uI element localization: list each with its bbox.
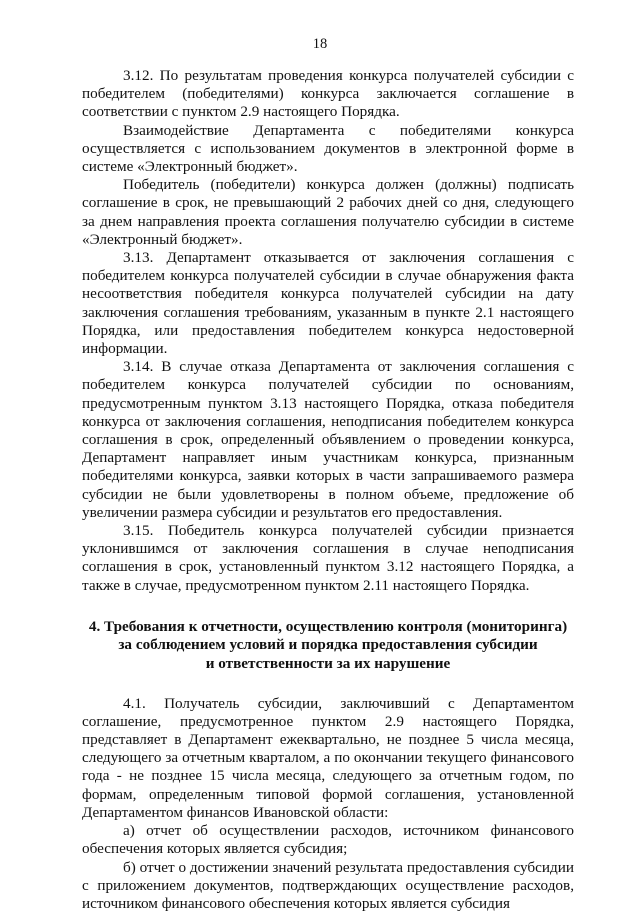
paragraph-3-15: 3.15. Победитель конкурса получателей субсидии признается уклонившимся от заключения соглашения в случае неподписания соглашения в срок, установленный пунктом 3.12 настоящего Порядка, а также в случае, предусмотренном пунктом 2.11 настоящего Порядка. (82, 522, 574, 595)
document-body (82, 67, 574, 913)
section-heading-line-1: 4. Требования к отчетности, осуществлению контроля (мониторинга) (82, 618, 574, 637)
paragraph-item-b: б) отчет о достижении значений результата предоставления субсидии с приложением документов, подтверждающих осуществление расходов, источником финансового обеспечения которых является субсидия (82, 859, 574, 913)
paragraph-3-12: 3.12. По результатам проведения конкурса получателей субсидии с победителем (победителями) конкурса заключается соглашение в соответствии с пунктом 2.9 настоящего Порядка. (82, 67, 574, 122)
section-heading-line-2: за соблюдением условий и порядка предоставления субсидии (82, 636, 574, 655)
paragraph-signing-deadline: Победитель (победители) конкурса должен (должны) подписать соглашение в срок, не превышающий 2 рабочих дней со дня, следующего за днем направления проекта соглашения получателю субсидии в системе «Электронный бюджет». (82, 176, 574, 249)
paragraph-interaction: Взаимодействие Департамента с победителями конкурса осуществляется с использованием документов в электронной форме в системе «Электронный бюджет». (82, 122, 574, 177)
paragraph-4-1: 4.1. Получатель субсидии, заключивший с Департаментом соглашение, предусмотренное пунктом 2.9 настоящего Порядка, представляет в Департамент ежеквартально, не позднее 5 числа месяца, следующего за отчетным кварталом, а по окончании текущего финансового года - не позднее 15 числа месяца, следующего за отчетным годом, по формам, определенным типовой формой соглашения, установленной Департаментом финансов Ивановской области: (82, 695, 574, 822)
page-number: 18 (0, 36, 640, 53)
paragraph-3-14: 3.14. В случае отказа Департамента от заключения соглашения с победителем конкурса получателей субсидии по основаниям, предусмотренным пунктом 3.13 настоящего Порядка, отказа победителя конкурса от заключения соглашения, неподписания победителем конкурса соглашения в срок, определенный объявлением о проведении конкурса, Департамент направляет иным участникам конкурса, признанным победителями конкурса, заявки которых в части запрашиваемого размера субсидии не были удовлетворены в полном объеме, предложение об увеличении размера субсидии и результатов его предоставления. (82, 358, 574, 522)
section-4-heading (82, 618, 574, 674)
paragraph-3-13: 3.13. Департамент отказывается от заключения соглашения с победителем конкурса получателей субсидии в случае обнаружения факта несоответствия победителя конкурса получателей субсидии на дату заключения соглашения требованиям, указанным в пункте 2.1 настоящего Порядка, или предоставления победителем конкурса недостоверной информации. (82, 249, 574, 358)
section-heading-line-3: и ответственности за их нарушение (82, 655, 574, 674)
paragraph-item-a: а) отчет об осуществлении расходов, источником финансового обеспечения которых является субсидия; (82, 822, 574, 858)
